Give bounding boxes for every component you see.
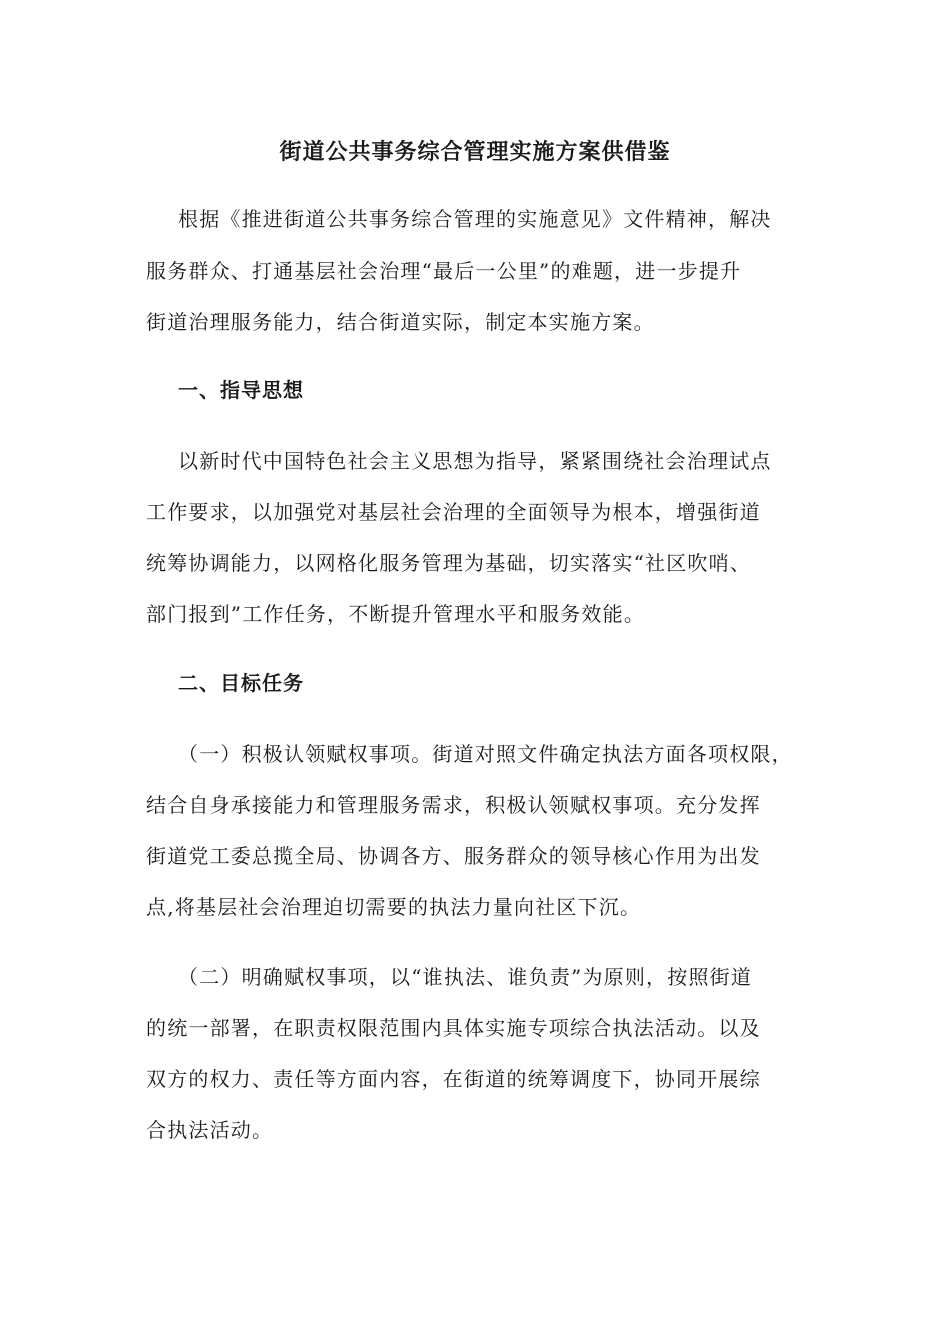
item2-line-2: 的统一部署，在职责权限范围内具体实施专项综合执法活动。以及 — [146, 1016, 761, 1040]
item1-line-2: 结合自身承接能力和管理服务需求，积极认领赋权事项。充分发挥 — [146, 793, 761, 817]
intro-line-1: 根据《推进街道公共事务综合管理的实施意见》文件精神，解决 — [178, 207, 772, 231]
section1-line-4: 部门报到”工作任务，不断提升管理水平和服务效能。 — [146, 602, 646, 626]
item2-line-1: （二）明确赋权事项，以“谁执法、谁负责”为原则，按照街道 — [178, 965, 753, 989]
section1-line-2: 工作要求，以加强党对基层社会治理的全面领导为根本，增强街道 — [146, 500, 761, 524]
document-title: 街道公共事务综合管理实施方案供借鉴 — [279, 139, 671, 165]
section-heading-goals-tasks: 二、目标任务 — [178, 671, 304, 695]
section-heading-guiding-ideology: 一、指导思想 — [178, 378, 304, 402]
item2-line-3: 双方的权力、责任等方面内容，在街道的统筹调度下，协同开展综 — [146, 1067, 761, 1091]
item1-line-4: 点,将基层社会治理迫切需要的执法力量向社区下沉。 — [146, 895, 642, 919]
item1-line-3: 街道党工委总揽全局、协调各方、服务群众的领导核心作用为出发 — [146, 844, 761, 868]
intro-line-2: 服务群众、打通基层社会治理“最后一公里”的难题，进一步提升 — [146, 259, 742, 283]
intro-line-3: 街道治理服务能力，结合街道实际，制定本实施方案。 — [146, 310, 655, 334]
item1-line-1: （一）积极认领赋权事项。街道对照文件确定执法方面各项权限， — [178, 742, 793, 766]
item2-line-4: 合执法活动。 — [146, 1118, 274, 1142]
section1-line-1: 以新时代中国特色社会主义思想为指导，紧紧围绕社会治理试点 — [178, 449, 772, 473]
section1-line-3: 统筹协调能力，以网格化服务管理为基础，切实落实“社区吹哨、 — [146, 551, 752, 575]
